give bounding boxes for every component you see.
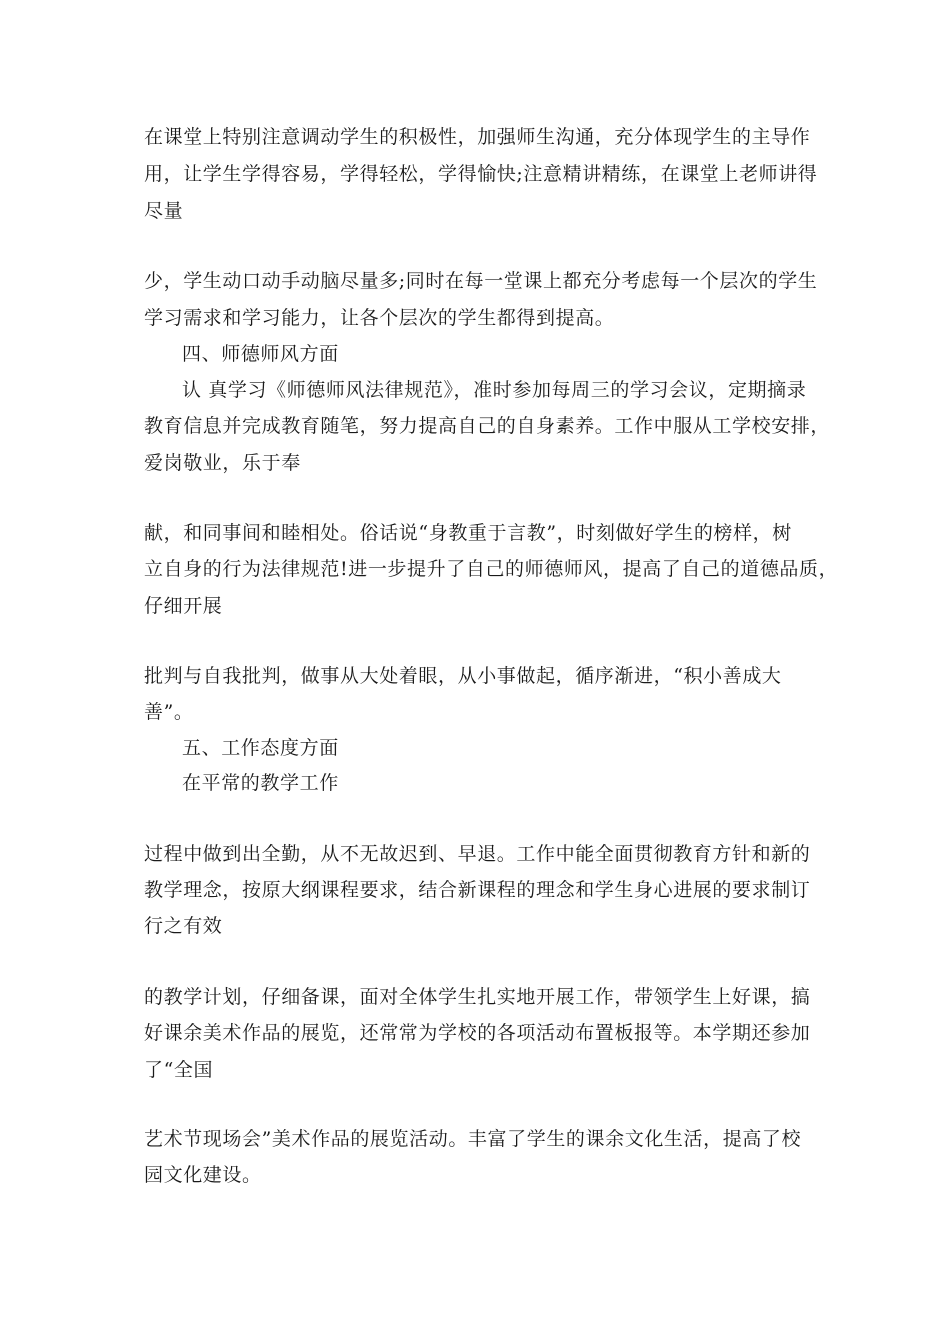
- text-line: 在平常的教学工作: [182, 772, 339, 794]
- text-line: 教育信息并完成教育随笔，努力提高自己的自身素养。工作中服从工学校安排，: [144, 415, 831, 437]
- text-line: 艺术节现场会”美术作品的展览活动。丰富了学生的课余文化生活，提高了校: [144, 1128, 802, 1150]
- text-line: 行之有效: [144, 915, 223, 937]
- text-line: 认 真学习《师德师风法律规范》，准时参加每周三的学习会议，定期摘录: [182, 379, 807, 401]
- text-line: 立自身的行为法律规范!进一步提升了自己的师德师风，提高了自己的道德品质，: [144, 558, 839, 580]
- text-line: 的教学计划，仔细备课，面对全体学生扎实地开展工作，带领学生上好课，搞: [144, 986, 811, 1008]
- text-line: 尽量: [144, 200, 184, 222]
- text-line: 在课堂上特别注意调动学生的积极性，加强师生沟通，充分体现学生的主导作: [144, 126, 811, 148]
- text-line: 仔细开展: [144, 595, 223, 617]
- section-heading: 四、师德师风方面: [182, 343, 339, 365]
- text-line: 用，让学生学得容易，学得轻松，学得愉快;注意精讲精练，在课堂上老师讲得: [144, 163, 818, 185]
- text-line: 教学理念，按原大纲课程要求，结合新课程的理念和学生身心进展的要求制订: [144, 879, 811, 901]
- text-line: 好课余美术作品的展览，还常常为学校的各项活动布置板报等。本学期还参加: [144, 1022, 811, 1044]
- text-line: 爱岗敬业，乐于奉: [144, 452, 301, 474]
- text-line: 少，学生动口动手动脑尽量多;同时在每一堂课上都充分考虑每一个层次的学生: [144, 270, 818, 292]
- text-line: 批判与自我批判，做事从大处着眼，从小事做起，循序渐进，“积小善成大: [144, 665, 782, 687]
- text-line: 过程中做到出全勤，从不无故迟到、早退。工作中能全面贯彻教育方针和新的: [144, 843, 811, 865]
- text-line: 善”。: [144, 701, 194, 723]
- text-line: 献，和同事间和睦相处。俗话说“身教重于言教”，时刻做好学生的榜样，树: [144, 522, 792, 544]
- text-line: 了“全国: [144, 1059, 214, 1081]
- text-line: 园文化建设。: [144, 1164, 262, 1186]
- text-line: 学习需求和学习能力，让各个层次的学生都得到提高。: [144, 307, 615, 329]
- section-heading: 五、工作态度方面: [182, 737, 339, 759]
